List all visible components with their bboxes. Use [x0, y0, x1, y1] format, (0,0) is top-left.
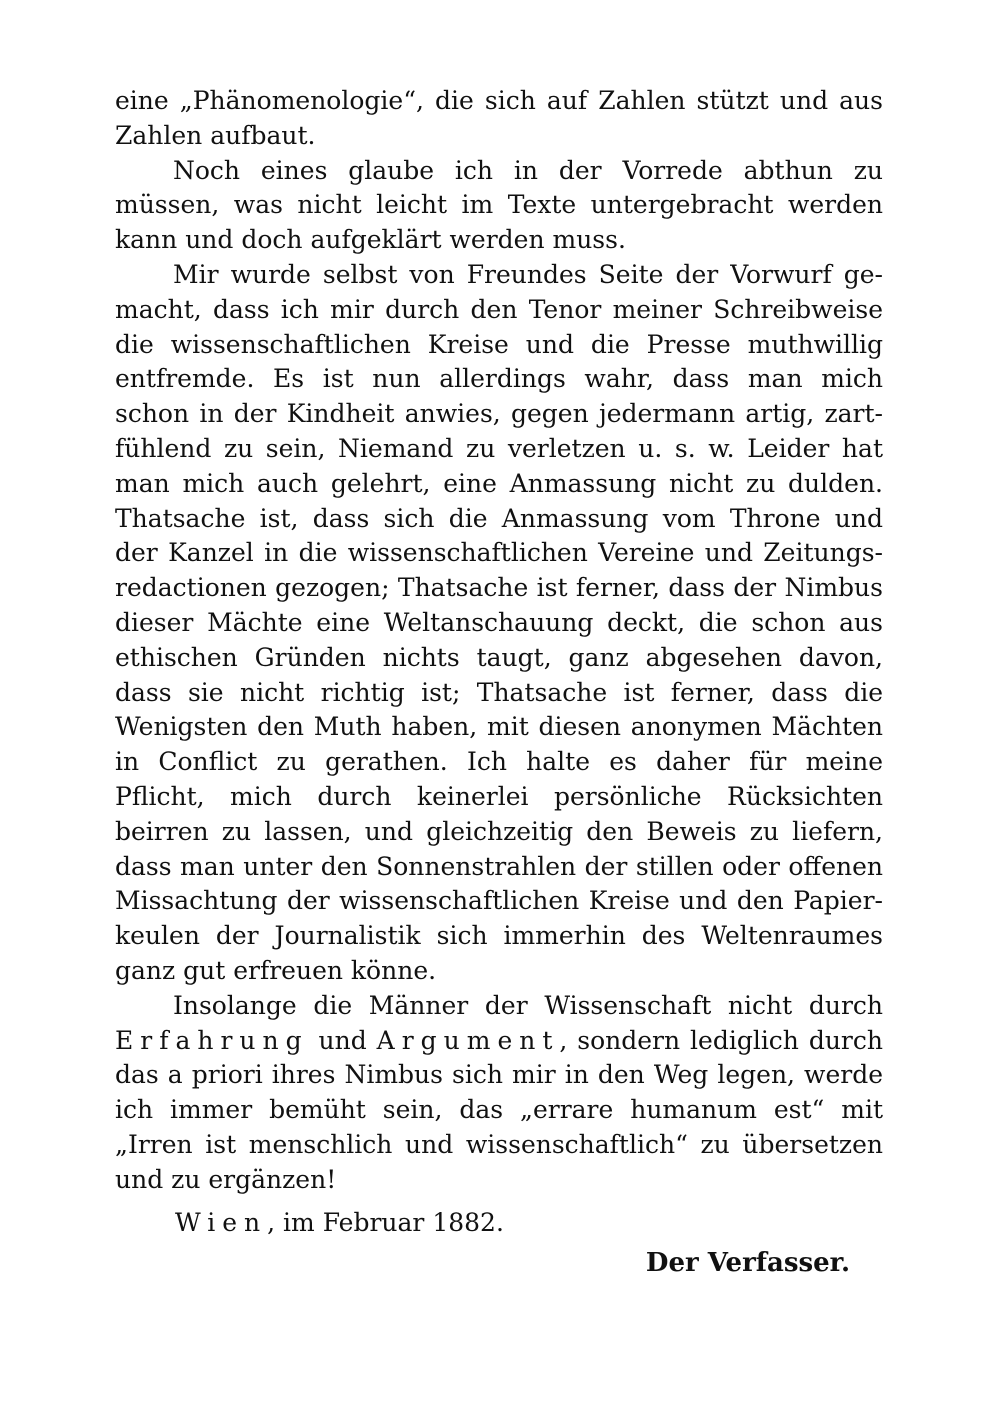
text-line: und zu ergänzen!: [115, 1164, 337, 1194]
text-line: schon in der Kindheit anwies, gegen jedermann artig, zart-: [115, 399, 883, 429]
text-line: Pflicht, mich durch keinerlei persönliche Rücksichten: [115, 781, 883, 811]
text-line: kann und doch aufgeklärt werden muss.: [115, 225, 626, 255]
text-line: müssen, was nicht leicht im Texte untergebracht werden: [115, 190, 883, 220]
text-line: man mich auch gelehrt, eine Anmassung nicht zu dulden.: [115, 468, 883, 498]
text-line: Wenigsten den Muth haben, mit diesen anonymen Mächten: [115, 712, 883, 742]
place-date: [175, 1206, 504, 1240]
text-fragment: und: [308, 1025, 377, 1055]
text-line: der Kanzel in die wissenschaftlichen Vereine und Zeitungs-: [115, 538, 883, 568]
text-line: Missachtung der wissenschaftlichen Kreise und den Papier-: [115, 886, 883, 916]
text-line: redactionen gezogen; Thatsache ist ferner, dass der Nimbus: [115, 573, 883, 603]
text-fragment: , sondern lediglich durch: [559, 1025, 883, 1055]
text-line: entfremde. Es ist nun allerdings wahr, dass man mich: [115, 364, 883, 394]
spaced-word: Argument: [376, 1025, 560, 1055]
text-line: Mir wurde selbst von Freundes Seite der Vorwurf ge-: [173, 259, 883, 289]
text-line: beirren zu lassen, und gleichzeitig den Beweis zu liefern,: [115, 816, 883, 846]
text-line: ethischen Gründen nichts taugt, ganz abgesehen davon,: [115, 642, 883, 672]
text-line: dass man unter den Sonnenstrahlen der stillen oder offenen: [115, 851, 883, 881]
text-line: macht, dass ich mir durch den Tenor meiner Schreibweise: [115, 294, 883, 324]
text-line: Noch eines glaube ich in der Vorrede abthun zu: [173, 155, 883, 185]
date-text: , im Februar 1882.: [267, 1208, 504, 1237]
text-line: dieser Mächte eine Weltanschauung deckt, die schon aus: [115, 607, 883, 637]
text-line: keulen der Journalistik sich immerhin des Weltenraumes: [115, 921, 883, 951]
text-line: die wissenschaftlichen Kreise und die Presse muthwillig: [115, 329, 883, 359]
text-line: Insolange die Männer der Wissenschaft nicht durch: [173, 990, 883, 1020]
spaced-word: Erfahrung: [115, 1025, 309, 1055]
text-line: Zahlen aufbaut.: [115, 120, 316, 150]
text-line: fühlend zu sein, Niemand zu verletzen u. s. w. Leider hat: [115, 433, 883, 463]
place-name: Wien: [175, 1208, 268, 1237]
text-line: in Conflict zu gerathen. Ich halte es daher für meine: [115, 747, 883, 777]
text-line: eine „Phänomenologie“, die sich auf Zahlen stützt und aus: [115, 86, 883, 115]
text-line: „Irren ist menschlich und wissenschaftlich“ zu übersetzen: [115, 1129, 883, 1159]
text-line: das a priori ihres Nimbus sich mir in den Weg legen, werde: [115, 1060, 883, 1090]
text-line: Thatsache ist, dass sich die Anmassung vom Throne und: [115, 503, 883, 533]
text-line: dass sie nicht richtig ist; Thatsache ist ferner, dass die: [115, 677, 883, 707]
text-line: ich immer bemüht sein, das „errare humanum est“ mit: [115, 1095, 883, 1125]
signature: Der Verfasser.: [645, 1248, 850, 1278]
preface-text: [115, 84, 883, 1198]
text-line: ganz gut erfreuen könne.: [115, 955, 437, 985]
text-line-spaced: [115, 1024, 883, 1059]
